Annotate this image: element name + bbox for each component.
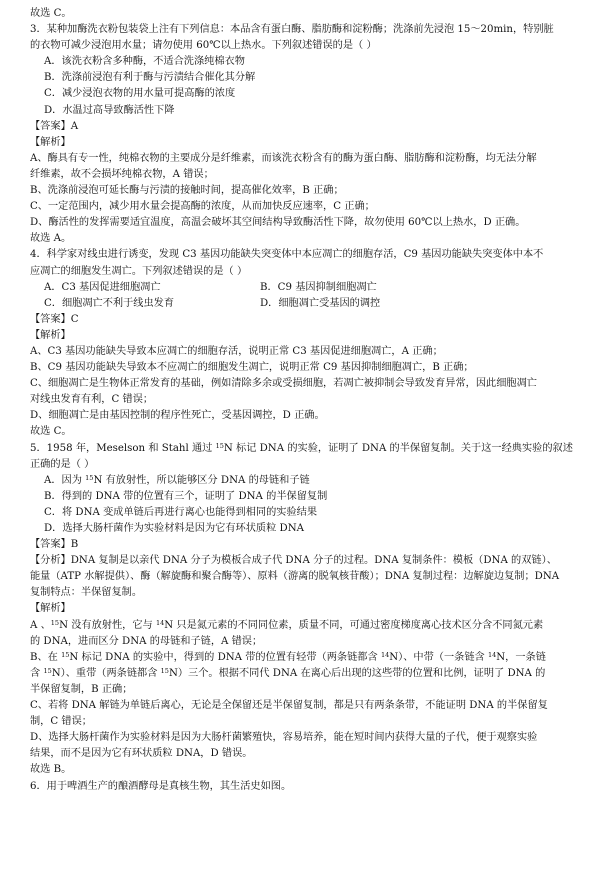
q4-explanation-b: B、C9 基因功能缺失导致本不应凋亡的细胞发生凋亡，说明正常 C9 基因抑制细胞凋亡，B 正确； — [30, 362, 474, 374]
q3-option-b: B．洗涤前浸泡有利于酶与污渍结合催化其分解 — [44, 72, 256, 84]
q3-explanation-c: C、一定范围内，减少用水量会提高酶的浓度，从而加快反应速率，C 正确； — [30, 201, 375, 213]
q3-explanation-a-line-1: A、酶具有专一性，纯棉衣物的主要成分是纤维素，而该洗衣粉含有的酶为蛋白酶、脂肪酶和淀粉酶，均无法分解 — [30, 152, 537, 164]
q4-options-row-2 — [30, 296, 583, 312]
q5-stem-line-2: 正确的是（ ） — [30, 458, 95, 470]
q5-option-a — [30, 473, 583, 489]
isotope-superscript: 15 — [215, 441, 224, 450]
q4-options-row-1 — [30, 280, 583, 296]
q3-stem-line-2: 的衣物可减少浸泡用水量；请勿使用 60℃以上热水。下列叙述错误的是（ ） — [30, 40, 377, 52]
isotope-superscript: 15 — [160, 666, 169, 675]
q5-stem-text: N 标记 DNA 的实验，证明了 DNA 的半保留复制。关于这一经典实验的叙述 — [223, 442, 573, 454]
q5-explanation-b-line-1 — [30, 650, 583, 666]
isotope-superscript: 15 — [43, 666, 52, 675]
q5-conclusion: 故选 B。 — [30, 764, 72, 776]
q5-option-d: D．选择大肠杆菌作为实验材料是因为它有环状质粒 DNA — [44, 523, 304, 534]
q5-analysis-label: 【解析】 — [30, 603, 71, 615]
q3-option-a: A．该洗衣粉含多种酶，不适合洗涤纯棉衣物 — [44, 56, 245, 68]
q5-explanation-d-line-1: D、选择大肠杆菌作为实验材料是因为大肠杆菌繁殖快，容易培养，能在短时间内获得大量的子代，便于观察实验 — [30, 732, 538, 744]
isotope-superscript: 14 — [155, 618, 165, 627]
q5-answer: 【答案】B — [30, 539, 79, 551]
q4-explanation-c-line-1: C、细胞凋亡是生物体正常发育的基础，例如清除多余或受损细胞，若凋亡被抑制会导致发育异常，因此细胞凋亡 — [30, 378, 537, 390]
q3-explanation-a-line-2: 纤维素，故不会损坏纯棉衣物，A 错误； — [30, 168, 214, 180]
isotope-superscript: 14 — [380, 650, 390, 659]
q3-analysis-label: 【解析】 — [30, 136, 71, 148]
q4-option-a: A．C3 基因促进细胞凋亡 — [44, 281, 161, 293]
q5-exp-text: N）、重带（两条链都含 — [51, 667, 161, 679]
q5-exp-text: N，一条链 — [496, 651, 546, 663]
q5-exp-text: A 、 — [30, 619, 51, 631]
q5-option-a-text: A．因为 — [44, 474, 86, 486]
isotope-superscript: 14 — [487, 650, 497, 659]
q5-explanation-c-line-2: 制，C 错误； — [30, 716, 92, 728]
q5-exp-text: N）三个。根据不同代 DNA 在离心后出现的这些带的位置和比例，证明了 DNA 的 — [168, 667, 546, 679]
isotope-superscript: 15 — [85, 473, 94, 482]
q4-option-d: D．细胞凋亡受基因的调控 — [260, 297, 381, 309]
q5-stem-text: 5．1958 年，Meselson 和 Stahl 通过 — [30, 442, 216, 454]
q5-option-a-text: N 有放射性，所以能够区分 DNA 的母链和子链 — [93, 474, 310, 486]
q5-analysis-intro-line-1: 【分析】DNA 复制是以亲代 DNA 分子为模板合成子代 DNA 分子的过程。DNA 复制条件：模板（DNA 的双链）、 — [30, 555, 557, 567]
q4-stem-line-2: 应凋亡的细胞发生凋亡。下列叙述错误的是（ ） — [30, 265, 248, 277]
q3-answer: 【答案】A — [30, 120, 79, 132]
q6-stem: 6．用于啤酒生产的酿酒酵母是真核生物，其生活史如图。 — [30, 780, 292, 792]
q5-analysis-intro-line-3: 复制特点：半保留复制。 — [30, 587, 143, 599]
isotope-superscript: 15 — [50, 618, 60, 627]
q3-stem-line-1: 3．某种加酶洗衣粉包装袋上注有下列信息：本品含有蛋白酶、脂肪酶和淀粉酶；洗涤前先浸泡 15～20min，特别脏 — [30, 24, 554, 36]
q3-explanation-b: B、洗涤前浸泡可延长酶与污渍的接触时间，提高催化效率，B 正确； — [30, 185, 344, 197]
q5-explanation-b-line-2 — [30, 666, 583, 682]
q5-exp-text: B、在 — [30, 651, 62, 663]
q5-exp-text: N 没有放射性，它与 — [59, 619, 156, 631]
q4-explanation-d: D、细胞凋亡是由基因控制的程序性死亡，受基因调控，D 正确。 — [30, 410, 325, 422]
isotope-superscript: 15 — [61, 650, 70, 659]
q3-option-d: D．水温过高导致酶活性下降 — [44, 104, 175, 116]
q4-explanation-c-line-2: 对线虫发育有利，C 错误； — [30, 394, 154, 406]
q5-explanation-b-line-3: 半保留复制，B 正确； — [30, 683, 133, 695]
q5-explanation-d-line-2: 结果，而不是因为它有环状质粒 DNA，D 错误。 — [30, 748, 253, 760]
q5-analysis-intro-line-2: 能量（ATP 水解提供）、酶（解旋酶和聚合酶等）、原料（游离的脱氧核苷酸）；DNA 复制过程：边解旋边复制；DNA — [30, 571, 560, 583]
q2-conclusion: 故选 C。 — [30, 8, 72, 19]
q5-exp-text: N 只是氮元素的不同同位素，质量不同，可通过密度梯度离心技术区分含不同氮元素 — [164, 619, 544, 631]
q3-conclusion: 故选 A。 — [30, 233, 72, 245]
q4-stem-line-1: 4．科学家对线虫进行诱变，发现 C3 基因功能缺失突变体中本应凋亡的细胞存活，C9 基因功能缺失突变体中本不 — [30, 249, 544, 261]
q5-exp-text: N）、中带（一条链含 — [389, 651, 488, 663]
q5-option-c: C．将 DNA 变成单链后再进行离心也能得到相同的实验结果 — [44, 506, 318, 518]
q4-analysis-label: 【解析】 — [30, 329, 71, 341]
q3-explanation-d: D、酶活性的发挥需要适宜温度，高温会破坏其空间结构导致酶活性下降，故勿使用 60℃以上热水，D 正确。 — [30, 217, 526, 229]
q5-explanation-c-line-1: C、若将 DNA 解链为单链后离心，无论是全保留还是半保留复制，都是只有两条条带，不能证明 DNA 的半保留复 — [30, 700, 548, 712]
q4-option-b: B．C9 基因抑制细胞凋亡 — [260, 281, 377, 293]
q5-option-b: B．得到的 DNA 带的位置有三个，证明了 DNA 的半保留复制 — [44, 490, 328, 502]
q4-explanation-a: A、C3 基因功能缺失导致本应凋亡的细胞存活，说明正常 C3 基因促进细胞凋亡，A 正确； — [30, 345, 443, 357]
q4-option-c: C．细胞凋亡不利于线虫发育 — [44, 297, 175, 309]
q5-stem-line-1 — [30, 441, 583, 457]
q3-option-c: C．减少浸泡衣物的用水量可提高酶的浓度 — [44, 88, 236, 100]
q4-conclusion: 故选 C。 — [30, 426, 72, 438]
q5-explanation-a-line-2: 的 DNA，进而区分 DNA 的母链和子链，A 错误； — [30, 635, 263, 647]
q5-explanation-a-line-1 — [30, 618, 583, 634]
q4-answer: 【答案】C — [30, 313, 79, 325]
q5-exp-text: 含 — [30, 667, 44, 679]
q5-exp-text: N 标记 DNA 的实验中，得到的 DNA 带的位置有轻带（两条链都含 — [69, 651, 381, 663]
